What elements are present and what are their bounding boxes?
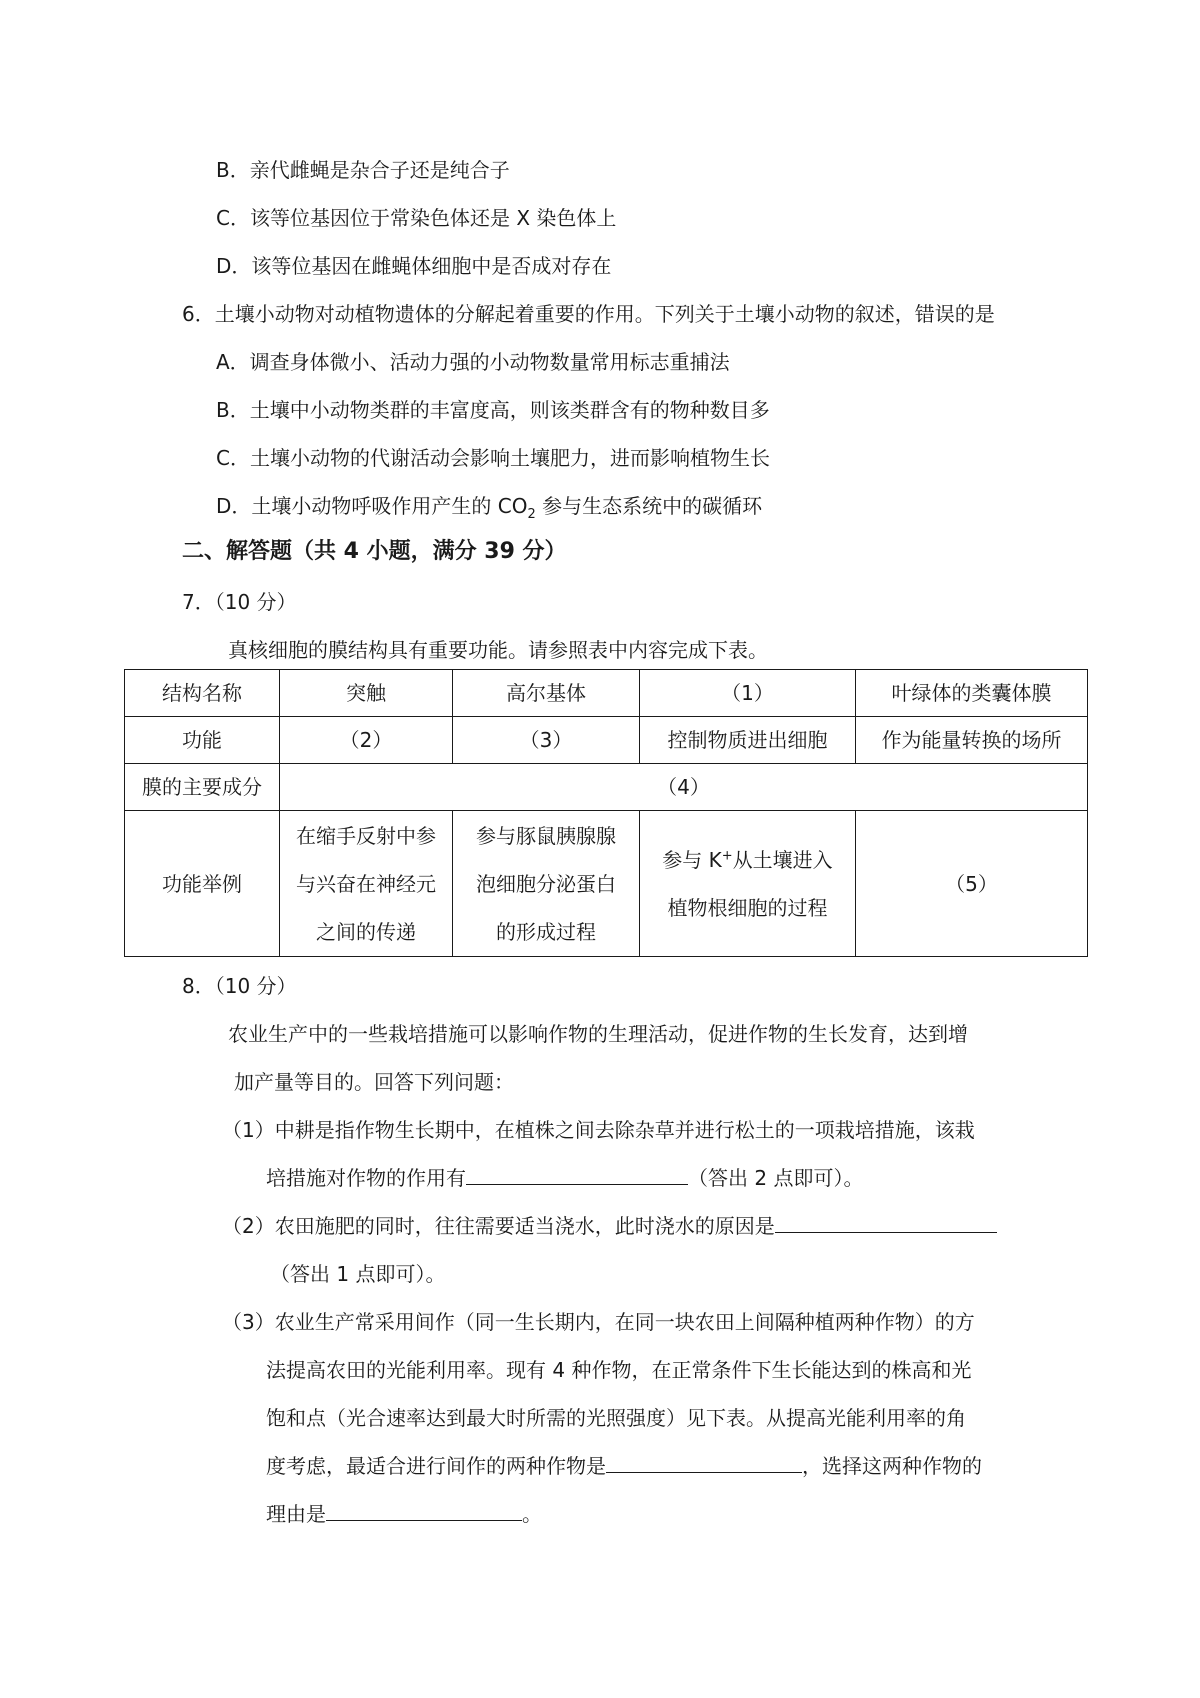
membrane-structure-table: [124, 669, 1088, 957]
q6-stem: 6．土壤小动物对动植物遗体的分解起着重要的作用。下列关于土壤小动物的叙述，错误的是: [182, 302, 995, 326]
table-cell: [640, 811, 856, 957]
cell-line: 植物根细胞的过程: [667, 895, 828, 920]
table-cell: （1）: [640, 670, 856, 717]
table-cell: 突触: [280, 670, 453, 717]
answer-blank[interactable]: [606, 1452, 802, 1473]
q6-option-c: C．土壤小动物的代谢活动会影响土壤肥力，进而影响植物生长: [216, 446, 770, 470]
table-cell: 叶绿体的类囊体膜: [856, 670, 1088, 717]
q5-option-b: B．亲代雌蝇是杂合子还是纯合子: [216, 158, 510, 182]
cell-line: 之间的传递: [316, 919, 416, 944]
cell-line: 与兴奋在神经元: [296, 871, 436, 896]
q8-part3-line3: 饱和点（光合速率达到最大时所需的光照强度）见下表。从提高光能利用率的角: [266, 1406, 966, 1430]
table-cell: （5）: [856, 811, 1088, 957]
table-cell: 功能举例: [125, 811, 280, 957]
answer-blank[interactable]: [466, 1164, 688, 1185]
q5-option-d: D．该等位基因在雌蝇体细胞中是否成对存在: [216, 254, 612, 278]
table-row: [125, 670, 1088, 717]
table-row: [125, 717, 1088, 764]
table-cell: [453, 811, 640, 957]
q6-option-b: B．土壤中小动物类群的丰富度高，则该类群含有的物种数目多: [216, 398, 770, 422]
table-cell: （4）: [280, 764, 1088, 811]
q6-option-d: D．土壤小动物呼吸作用产生的 $CO_2$ 参与生态系统中的碳循环: [216, 494, 763, 522]
table-cell: [280, 811, 453, 957]
q7-number: 7．（10 分）: [182, 590, 297, 614]
table-row: [125, 811, 1088, 957]
table-cell: 控制物质进出细胞: [640, 717, 856, 764]
cell-line: 泡细胞分泌蛋白: [476, 871, 616, 896]
q8-part3-line4: 度考虑，最适合进行间作的两种作物是 ，选择这两种作物的: [266, 1454, 982, 1478]
q8-intro-line1: 农业生产中的一些栽培措施可以影响作物的生理活动，促进作物的生长发育，达到增: [228, 1022, 968, 1046]
answer-blank[interactable]: [775, 1212, 997, 1233]
q8-part1-line1: （1）中耕是指作物生长期中，在植株之间去除杂草并进行松土的一项栽培措施，该栽: [222, 1118, 975, 1142]
q8-part2-line2: （答出 1 点即可）。: [270, 1262, 446, 1286]
cell-line: 参与 K+从土壤进入: [662, 847, 833, 872]
table-cell: 功能: [125, 717, 280, 764]
table-cell: （2）: [280, 717, 453, 764]
q6-option-a: A．调查身体微小、活动力强的小动物数量常用标志重捕法: [216, 350, 730, 374]
q8-part3-line5: 理由是 。: [266, 1502, 542, 1526]
q8-part1-line2: 培措施对作物的作用有 （答出 2 点即可）。: [266, 1166, 864, 1190]
q8-part2-line1: （2）农田施肥的同时，往往需要适当浇水，此时浇水的原因是: [222, 1212, 997, 1240]
table-cell: 高尔基体: [453, 670, 640, 717]
q7-intro: 真核细胞的膜结构具有重要功能。请参照表中内容完成下表。: [228, 638, 768, 662]
section-2-heading: 二、解答题（共 4 小题，满分 39 分）: [182, 539, 567, 564]
q5-option-c: C．该等位基因位于常染色体还是 X 染色体上: [216, 206, 617, 230]
answer-blank[interactable]: [326, 1500, 522, 1521]
table-row: [125, 764, 1088, 811]
q8-intro-line2: 加产量等目的。回答下列问题：: [234, 1070, 514, 1094]
table-cell: 作为能量转换的场所: [856, 717, 1088, 764]
table-cell: 结构名称: [125, 670, 280, 717]
cell-line: 参与豚鼠胰腺腺: [476, 823, 616, 848]
q8-part3-line2: 法提高农田的光能利用率。现有 4 种作物，在正常条件下生长能达到的株高和光: [266, 1358, 972, 1382]
cell-line: 的形成过程: [496, 919, 596, 944]
cell-line: 在缩手反射中参: [296, 823, 436, 848]
q8-part3-line1: （3）农业生产常采用间作（同一生长期内，在同一块农田上间隔种植两种作物）的方: [222, 1310, 975, 1334]
q8-number: 8．（10 分）: [182, 974, 297, 998]
table-cell: 膜的主要成分: [125, 764, 280, 811]
table-cell: （3）: [453, 717, 640, 764]
